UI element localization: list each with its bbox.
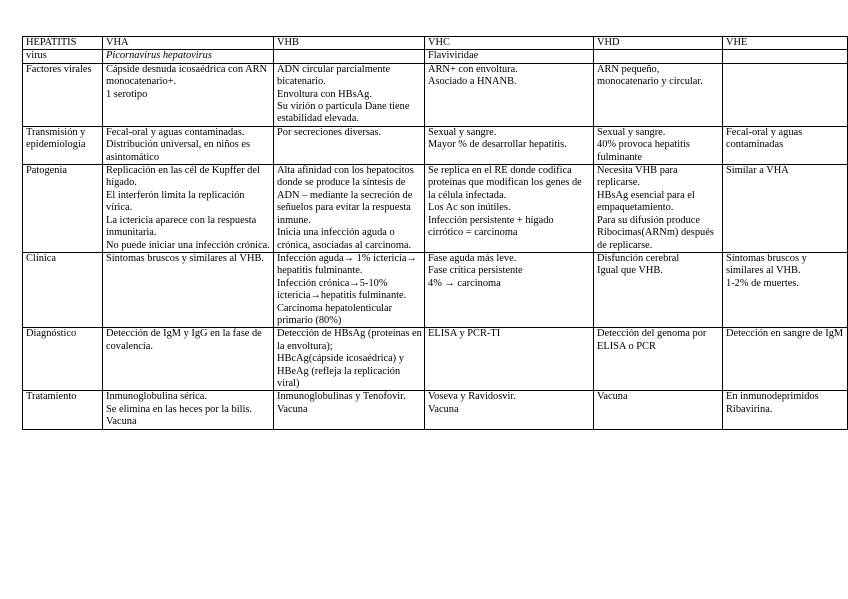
table-cell: Se replica en el RE donde codifica proteínas que modifican los genes de la célula infectada. Los Ac son inútiles. Infección persistente + hígado cirrótico = carcinoma <box>425 165 594 253</box>
table-cell: Similar a VHA <box>723 165 848 253</box>
table-cell: Detección de HBsAg (proteínas en la envoltura); HBcAg(cápside icosaédrica) y HBeAg (refleja la replicación viral) <box>274 328 425 391</box>
table-cell: Alta afinidad con los hepatocitos donde se produce la síntesis de ADN – mediante la secreción de señuelos para evitar la respuesta inmune. Inicia una infección aguda o crónica, asociadas al carcinoma. <box>274 165 425 253</box>
table-row-tratamiento <box>23 391 848 429</box>
table-cell: Flaviviridae <box>425 50 594 63</box>
table-cell: ARN pequeño, monocatenario y circular. <box>594 63 723 126</box>
header-cell: VHE <box>723 37 848 50</box>
header-cell: VHB <box>274 37 425 50</box>
table-cell: Voseva y Ravidosvir. Vacuna <box>425 391 594 429</box>
table-cell <box>723 50 848 63</box>
table-cell: Detección de IgM y IgG en la fase de covalencia. <box>103 328 274 391</box>
table-cell: Sexual y sangre. 40% provoca hepatitis fulminante <box>594 126 723 164</box>
table-cell: Necesita VHB para replicarse. HBsAg esencial para el empaquetamiento. Para su difusión produce Ribocimas(ARNm) después de replicarse. <box>594 165 723 253</box>
row-label: Tratamiento <box>23 391 103 429</box>
row-label: virus <box>23 50 103 63</box>
hepatitis-table <box>22 36 848 430</box>
table-cell <box>594 50 723 63</box>
table-cell: Fecal-oral y aguas contaminadas <box>723 126 848 164</box>
table-cell: Cápside desnuda icosaédrica con ARN monocatenario+. 1 serotipo <box>103 63 274 126</box>
header-cell: HEPATITIS <box>23 37 103 50</box>
table-row-diagnostico <box>23 328 848 391</box>
table-row-transmision <box>23 126 848 164</box>
table-cell: ELISA y PCR-TI <box>425 328 594 391</box>
table-cell: Fase aguda más leve. Fase crítica persistente 4% → carcinoma <box>425 252 594 327</box>
table-row-clinica <box>23 252 848 327</box>
table-cell: ARN+ con envoltura. Asociado a HNANB. <box>425 63 594 126</box>
header-cell: VHD <box>594 37 723 50</box>
table-cell: Detección en sangre de IgM <box>723 328 848 391</box>
table-cell: Inmunoglobulinas y Tenofovir. Vacuna <box>274 391 425 429</box>
header-cell: VHA <box>103 37 274 50</box>
row-label: Factores virales <box>23 63 103 126</box>
table-cell: Inmunoglobulina sérica. Se elimina en las heces por la bilis. Vacuna <box>103 391 274 429</box>
table-row-patogenia <box>23 165 848 253</box>
table-row-factores-virales <box>23 63 848 126</box>
table-row-virus <box>23 50 848 63</box>
row-label: Transmisión y epidemiología <box>23 126 103 164</box>
table-cell: Infección aguda→ 1% ictericia→ hepatitis fulminante. Infección crónica→5-10% ictericia→hepatitis fulminante. Carcinoma hepatolenticular primario (80%) <box>274 252 425 327</box>
row-label: Patogenia <box>23 165 103 253</box>
table-cell <box>723 63 848 126</box>
table-cell: Disfunción cerebral Igual que VHB. <box>594 252 723 327</box>
table-header-row <box>23 37 848 50</box>
table-cell: Detección del genoma por ELISA o PCR <box>594 328 723 391</box>
table-cell: ADN circular parcialmente bicatenario. Envoltura con HBsAg. Su virión o partícula Dane tiene estabilidad elevada. <box>274 63 425 126</box>
table-cell: Síntomas bruscos y similares al VHB. 1-2% de muertes. <box>723 252 848 327</box>
table-cell: Fecal-oral y aguas contaminadas. Distribución universal, en niños es asintomático <box>103 126 274 164</box>
table-cell <box>274 50 425 63</box>
table-cell: En inmunodeprimidos Ribavirina. <box>723 391 848 429</box>
table-cell: Replicación en las cél de Kupffer del hígado. El interferón limita la replicación vírica. La ictericia aparece con la respuesta inmunitaria. No puede iniciar una infección crónica. <box>103 165 274 253</box>
table-cell: Por secreciones diversas. <box>274 126 425 164</box>
table-cell: Picornavirus hepatovirus <box>103 50 274 63</box>
table-cell: Vacuna <box>594 391 723 429</box>
row-label: Clínica <box>23 252 103 327</box>
header-cell: VHC <box>425 37 594 50</box>
row-label: Diagnóstico <box>23 328 103 391</box>
table-cell: Síntomas bruscos y similares al VHB. <box>103 252 274 327</box>
table-cell: Sexual y sangre. Mayor % de desarrollar hepatitis. <box>425 126 594 164</box>
